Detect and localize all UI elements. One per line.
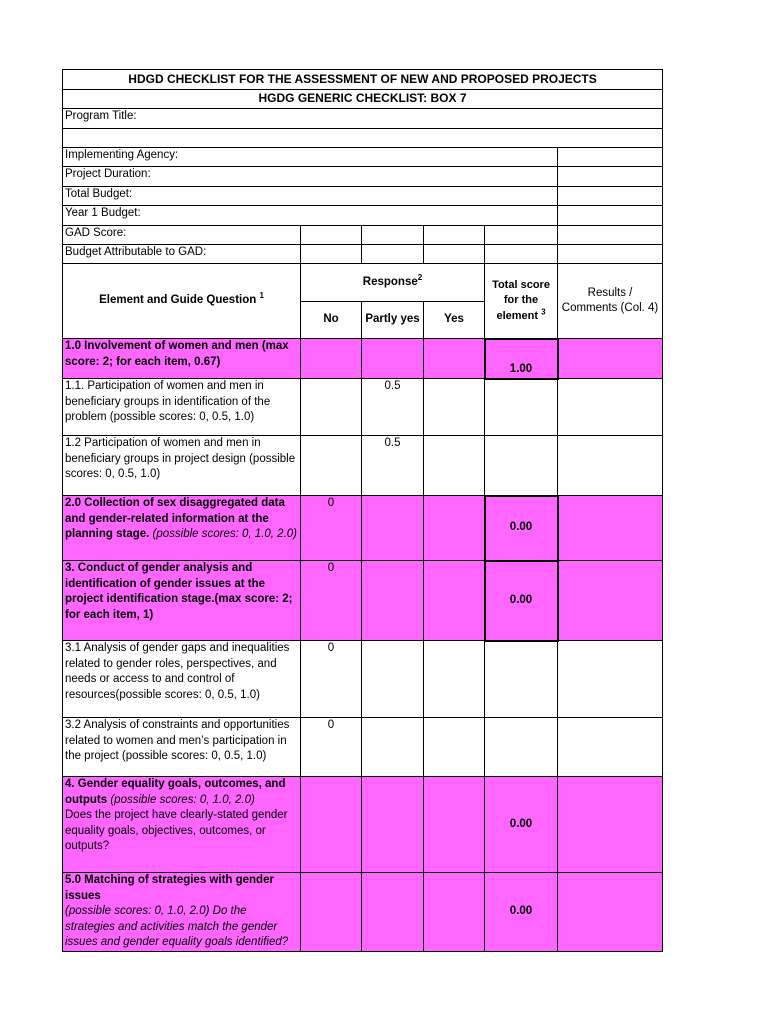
element-header-footnote: 1 xyxy=(259,291,264,301)
budget-gad-results[interactable] xyxy=(558,245,663,264)
element-4-0-question: Does the project have clearly-stated gender equality goals, objectives, outcomes, or outputs? xyxy=(65,809,288,852)
budget-gad-yes[interactable] xyxy=(424,245,485,264)
element-1-1-no[interactable] xyxy=(301,379,362,436)
gad-score-total[interactable] xyxy=(485,226,558,245)
element-3-2-no[interactable]: 0 xyxy=(301,718,362,777)
table-row xyxy=(63,561,663,641)
program-title-field[interactable]: Program Title: xyxy=(63,109,663,129)
element-header-label: Element and Guide Question xyxy=(99,294,257,307)
element-3-0-no[interactable]: 0 xyxy=(301,561,362,641)
element-2-0-results[interactable] xyxy=(558,496,663,561)
response-header-label: Response xyxy=(362,275,418,288)
element-5-0-results[interactable] xyxy=(558,873,663,952)
gad-score-yes[interactable] xyxy=(424,226,485,245)
budget-gad-label: Budget Attributable to GAD: xyxy=(63,245,301,264)
element-4-0-partly[interactable] xyxy=(362,777,424,873)
element-2-0 xyxy=(63,496,301,561)
element-4-0-total: 0.00 xyxy=(485,777,558,873)
element-3-2-total[interactable] xyxy=(485,718,558,777)
element-5-0-title: 5.0 Matching of strategies with gender issues xyxy=(65,874,274,902)
total-score-header-line1: Total score xyxy=(492,278,550,291)
element-4-0-title: 4. Gender equality goals, outcomes, and outputs xyxy=(65,778,286,806)
element-3-1-total[interactable] xyxy=(485,641,558,718)
table-row xyxy=(63,496,663,561)
results-header-line2: Comments (Col. 4) xyxy=(561,302,659,314)
element-3-0-partly[interactable] xyxy=(362,561,424,641)
element-1-1-total[interactable] xyxy=(485,379,558,436)
checklist-subtitle: HGDG GENERIC CHECKLIST: BOX 7 xyxy=(63,90,663,109)
year1-budget-extra[interactable] xyxy=(558,206,663,226)
element-3-1: 3.1 Analysis of gender gaps and inequalities related to gender roles, perspectives, and needs or access to and control of resources(possible scores: 0, 0.5, 1.0) xyxy=(63,641,301,718)
element-1-1: 1.1. Participation of women and men in beneficiary groups in identification of the problem (possible scores: 0, 0.5, 1.0) xyxy=(63,379,301,436)
element-3-0-results[interactable] xyxy=(558,561,663,641)
element-1-0-results[interactable] xyxy=(558,339,663,379)
yes-header: Yes xyxy=(424,302,485,339)
gad-score-partly[interactable] xyxy=(362,226,424,245)
element-1-2-partly[interactable]: 0.5 xyxy=(362,436,424,496)
element-3-0-total: 0.00 xyxy=(485,561,558,641)
element-4-0-scores: (possible scores: 0, 1.0, 2.0) xyxy=(107,793,255,806)
element-4-0-results[interactable] xyxy=(558,777,663,873)
element-5-0-total: 0.00 xyxy=(485,873,558,952)
element-1-2-results[interactable] xyxy=(558,436,663,496)
element-2-0-partly[interactable] xyxy=(362,496,424,561)
element-5-0-yes[interactable] xyxy=(424,873,485,952)
gad-score-label: GAD Score: xyxy=(63,226,301,245)
element-4-0 xyxy=(63,777,301,873)
project-duration-field[interactable]: Project Duration: xyxy=(63,167,558,187)
table-row xyxy=(63,718,663,777)
checklist-title: HDGD CHECKLIST FOR THE ASSESSMENT OF NEW AND PROPOSED PROJECTS xyxy=(63,70,663,90)
blank-row xyxy=(63,129,663,148)
element-1-1-partly[interactable]: 0.5 xyxy=(362,379,424,436)
budget-gad-no[interactable] xyxy=(301,245,362,264)
element-3-0-yes[interactable] xyxy=(424,561,485,641)
element-4-0-no[interactable] xyxy=(301,777,362,873)
total-score-header-line3: element xyxy=(496,309,539,322)
table-row xyxy=(63,641,663,718)
checklist-table xyxy=(62,69,663,952)
implementing-agency-extra[interactable] xyxy=(558,148,663,167)
element-3-2-partly[interactable] xyxy=(362,718,424,777)
element-1-1-results[interactable] xyxy=(558,379,663,436)
implementing-agency-field[interactable]: Implementing Agency: xyxy=(63,148,558,167)
element-5-0-no[interactable] xyxy=(301,873,362,952)
budget-gad-total[interactable] xyxy=(485,245,558,264)
partly-yes-header: Partly yes xyxy=(362,302,424,339)
element-3-2: 3.2 Analysis of constraints and opportunities related to women and men’s participation in the project (possible scores: 0, 0.5, 1.0) xyxy=(63,718,301,777)
element-1-0-yes[interactable] xyxy=(424,339,485,379)
element-1-0-partly[interactable] xyxy=(362,339,424,379)
total-budget-field[interactable]: Total Budget: xyxy=(63,187,558,206)
response-header-footnote: 2 xyxy=(417,272,423,282)
element-3-2-yes[interactable] xyxy=(424,718,485,777)
gad-score-results[interactable] xyxy=(558,226,663,245)
element-5-0-scores: (possible scores: 0, 1.0, 2.0) Do the strategies and activities match the gender issues and gender equality goals identified? xyxy=(65,905,289,948)
element-1-0-no[interactable] xyxy=(301,339,362,379)
budget-gad-partly[interactable] xyxy=(362,245,424,264)
element-header xyxy=(63,264,301,339)
total-score-header-footnote: 3 xyxy=(541,306,546,316)
element-2-0-title: 2.0 Collection of sex disaggregated data and gender-related information at the planning stage. xyxy=(65,497,285,540)
element-1-2-no[interactable] xyxy=(301,436,362,496)
element-1-1-yes[interactable] xyxy=(424,379,485,436)
total-score-header-line2: for the xyxy=(503,294,539,306)
gad-score-no[interactable] xyxy=(301,226,362,245)
project-duration-extra[interactable] xyxy=(558,167,663,187)
element-5-0 xyxy=(63,873,301,952)
total-budget-extra[interactable] xyxy=(558,187,663,206)
table-row xyxy=(63,379,663,436)
element-1-0: 1.0 Involvement of women and men (max score: 2; for each item, 0.67) xyxy=(63,339,301,379)
element-3-1-no[interactable]: 0 xyxy=(301,641,362,718)
element-3-0: 3. Conduct of gender analysis and identification of gender issues at the project identification stage.(max score: 2; for each item, 1) xyxy=(63,561,301,641)
results-header-line1: Results / xyxy=(587,286,633,299)
year1-budget-field[interactable]: Year 1 Budget: xyxy=(63,206,558,226)
element-3-1-results[interactable] xyxy=(558,641,663,718)
element-3-2-results[interactable] xyxy=(558,718,663,777)
element-2-0-scores: (possible scores: 0, 1.0, 2.0) xyxy=(149,528,297,540)
element-1-2-yes[interactable] xyxy=(424,436,485,496)
element-3-1-partly[interactable] xyxy=(362,641,424,718)
response-header xyxy=(301,264,485,302)
element-4-0-yes[interactable] xyxy=(424,777,485,873)
total-score-header xyxy=(485,264,558,339)
element-2-0-no[interactable]: 0 xyxy=(301,496,362,561)
table-row xyxy=(63,436,663,496)
table-row xyxy=(63,873,663,952)
results-header xyxy=(558,264,663,339)
no-header: No xyxy=(301,302,362,339)
element-1-2: 1.2 Participation of women and men in beneficiary groups in project design (possible scores: 0, 0.5, 1.0) xyxy=(63,436,301,496)
element-3-1-yes[interactable] xyxy=(424,641,485,718)
table-row xyxy=(63,339,663,379)
table-row xyxy=(63,777,663,873)
element-1-2-total[interactable] xyxy=(485,436,558,496)
element-1-0-total: 1.00 xyxy=(485,339,558,379)
element-5-0-partly[interactable] xyxy=(362,873,424,952)
element-2-0-total: 0.00 xyxy=(485,496,558,561)
element-2-0-yes[interactable] xyxy=(424,496,485,561)
